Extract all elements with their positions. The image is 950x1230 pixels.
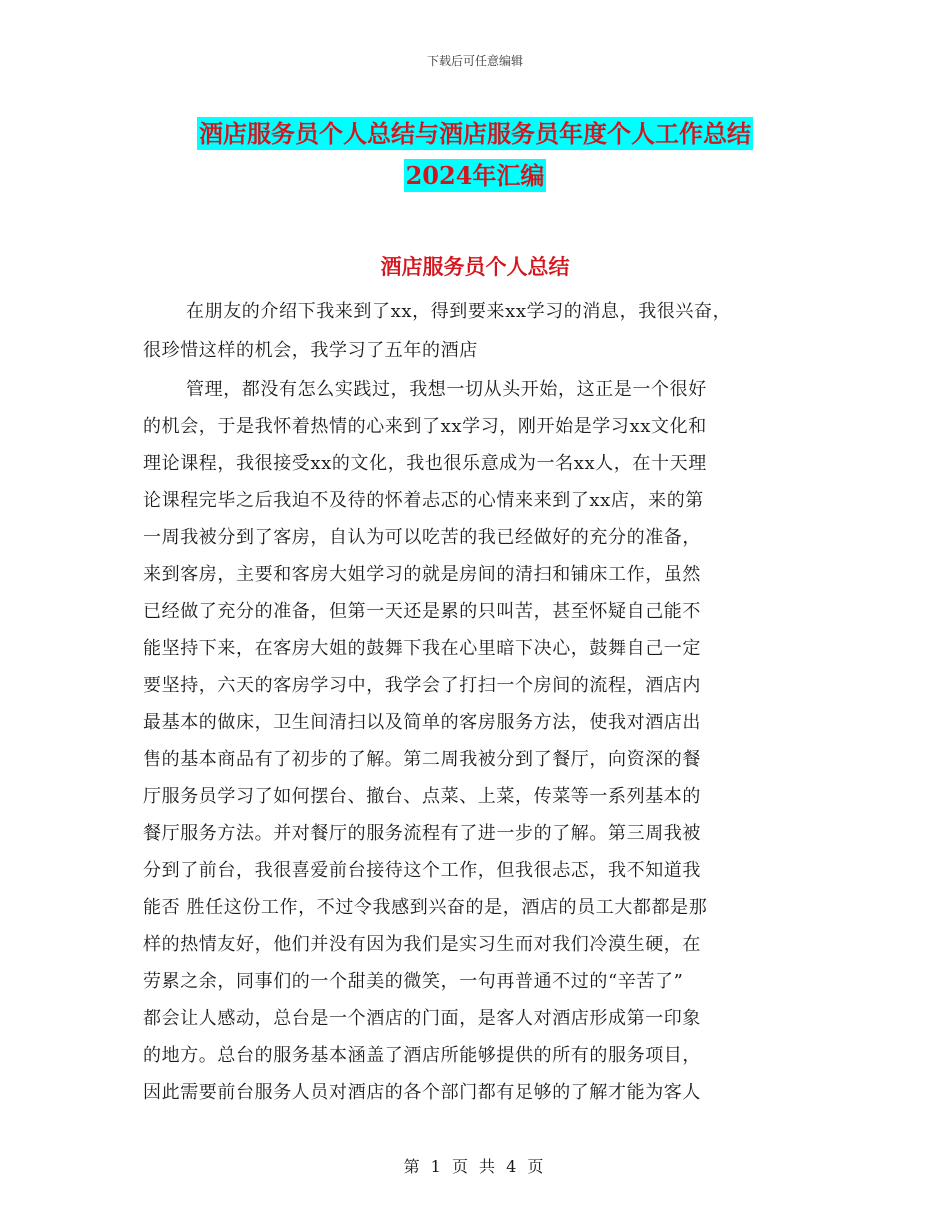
body-line: 的地方。总台的服务基本涵盖了酒店所能够提供的所有的服务项目， xyxy=(143,1045,701,1066)
body-line: 要坚持，六天的客房学习中，我学会了打扫一个房间的流程，酒店内 xyxy=(143,675,701,696)
body-line: 最基本的做床，卫生间清扫以及简单的客房服务方法，使我对酒店出 xyxy=(143,712,701,733)
body-line: 劳累之余，同事们的一个甜美的微笑，一句再普通不过的“辛苦了” xyxy=(143,971,684,992)
body-line: 分到了前台，我很喜爱前台接待这个工作，但我很忐忑，我不知道我 xyxy=(143,860,701,881)
body-line: 在朋友的介绍下我来到了xx，得到要来xx学习的消息，我很兴奋， xyxy=(186,301,732,322)
body-line: 厅服务员学习了如何摆台、撤台、点菜、上菜，传菜等一系列基本的 xyxy=(143,786,701,807)
document-title-line-1: 酒店服务员个人总结与酒店服务员年度个人工作总结 xyxy=(199,119,751,148)
body-line: 因此需要前台服务人员对酒店的各个部门都有足够的了解才能为客人 xyxy=(143,1082,701,1103)
body-line: 餐厅服务方法。并对餐厅的服务流程有了进一步的了解。第三周我被 xyxy=(143,823,701,844)
body-line: 能坚持下来，在客房大姐的鼓舞下我在心里暗下决心，鼓舞自己一定 xyxy=(143,638,701,659)
body-line: 能否 胜任这份工作，不过令我感到兴奋的是，酒店的员工大都都是那 xyxy=(143,897,708,918)
page-footer: 第 1 页 共 4 页 xyxy=(403,1157,547,1176)
body-line: 来到客房，主要和客房大姐学习的就是房间的清扫和铺床工作，虽然 xyxy=(143,564,701,585)
body-line: 都会让人感动，总台是一个酒店的门面，是客人对酒店形成第一印象 xyxy=(143,1008,701,1029)
body-line: 已经做了充分的准备，但第一天还是累的只叫苦，甚至怀疑自己能不 xyxy=(143,601,701,622)
body-line: 很珍惜这样的机会，我学习了五年的酒店 xyxy=(143,340,478,361)
document-title-line-2: 2024年汇编 xyxy=(405,161,545,190)
body-line: 一周我被分到了客房，自认为可以吃苦的我已经做好的充分的准备， xyxy=(143,527,701,548)
body-line: 论课程完毕之后我迫不及待的怀着忐忑的心情来来到了xx店，来的第 xyxy=(143,490,704,511)
section-heading: 酒店服务员个人总结 xyxy=(380,254,570,279)
body-line: 样的热情友好，他们并没有因为我们是实习生而对我们冷漠生硬，在 xyxy=(143,934,701,955)
body-line: 理论课程，我很接受xx的文化，我也很乐意成为一名xx人，在十天理 xyxy=(143,453,707,474)
body-line: 的机会，于是我怀着热情的心来到了xx学习，刚开始是学习xx文化和 xyxy=(143,416,707,437)
body-line: 售的基本商品有了初步的了解。第二周我被分到了餐厅，向资深的餐 xyxy=(143,749,701,770)
header-note: 下载后可任意编辑 xyxy=(426,54,523,68)
body-line: 管理，都没有怎么实践过，我想一切从头开始，这正是一个很好 xyxy=(186,379,707,400)
